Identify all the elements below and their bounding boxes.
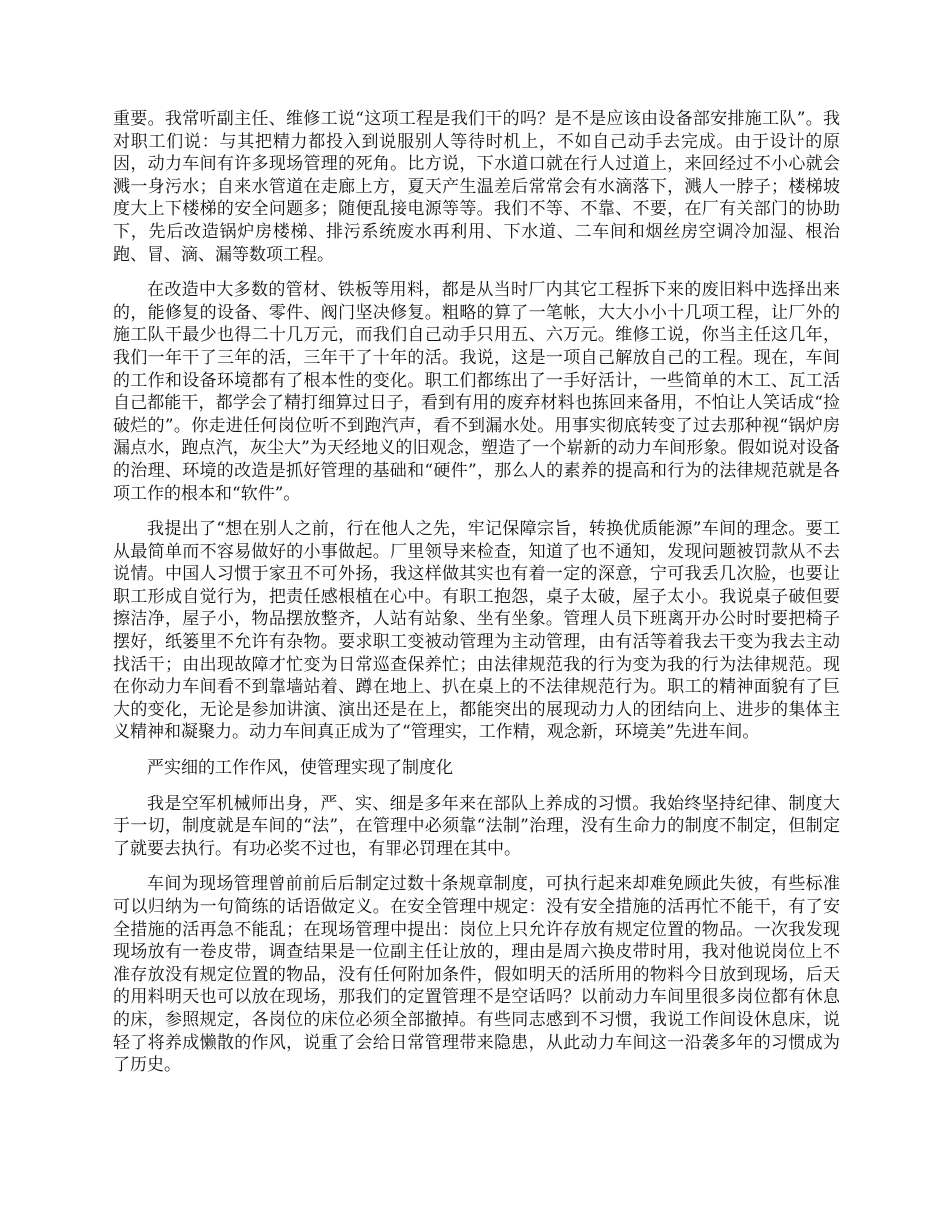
paragraph-continued: 重要。我常听副主任、维修工说“这项工程是我们干的吗？是不是应该由设备部安排施工队”。我对职工们说：与其把精力都投入到说服别人等待时机上，不如自己动手去完成。由于设计的原因，动力车间有许多现场管理的死角。比方说，下水道口就在行人过道上，来回经过不小心就会溅一身污水；自来水管道在走廊上方，夏天产生温差后常常会有水滴落下，溅人一脖子；楼梯坡度大上下楼梯的安全问题多；随便乱接电源等等。我们不等、不靠、不要，在厂有关部门的协助下，先后改造锅炉房楼梯、排污系统废水再利用、下水道、二车间和烟丝房空调冷加湿、根治跑、冒、滴、漏等数项工程。	[113, 109, 840, 265]
paragraph: 车间为现场管理曾前前后后制定过数十条规章制度，可执行起来却难免顾此失彼，有些标准可以归纳为一句简练的话语做定义。在安全管理中规定：没有安全措施的活再忙不能干，有了安全措施的活再急不能乱；在现场管理中提出：岗位上只允许存放有规定位置的物品。一次我发现现场放有一卷皮带，调查结果是一位副主任让放的，理由是周六换皮带时用，我对他说岗位上不准存放没有规定位置的物品，没有任何附加条件，假如明天的活所用的物料今日放到现场，后天的用料明天也可以放在现场，那我们的定置管理不是空话吗？以前动力车间里很多岗位都有休息的床，参照规定，各岗位的床位必须全部撤掉。有些同志感到不习惯，我说工作间设休息床，说轻了将养成懒散的作风，说重了会给日常管理带来隐患，从此动力车间这一沿袭多年的习惯成为了历史。	[113, 874, 840, 1076]
document-body	[113, 108, 840, 1090]
paragraph: 在改造中大多数的管材、铁板等用料，都是从当时厂内其它工程拆下来的废旧料中选择出来的，能修复的设备、零件、阀门坚决修复。粗略的算了一笔帐，大大小小十几项工程，让厂外的施工队干最少也得二十几万元，而我们自己动手只用五、六万元。维修工说，你当主任这几年，我们一年干了三年的活，三年干了十年的活。我说，这是一项自己解放自己的工程。现在，车间的工作和设备环境都有了根本性的变化。职工们都练出了一手好活计，一些简单的木工、瓦工活自己都能干，都学会了精打细算过日子，看到有用的废弃材料也拣回来备用，不怕让人笑话成“捡破烂的”。你走进任何岗位听不到跑汽声，看不到漏水处。用事实彻底转变了过去那种视“锅炉房漏点水，跑点汽，灰尘大”为天经地义的旧观念，塑造了一个崭新的动力车间形象。假如说对设备的治理、环境的改造是抓好管理的基础和“硬件”，那么人的素养的提高和行为的法律规范就是各项工作的根本和“软件”。	[113, 280, 840, 504]
section-heading: 严实细的工作作风，使管理实现了制度化	[147, 758, 453, 779]
paragraph: 我提出了“想在别人之前，行在他人之先，牢记保障宗旨，转换优质能源”车间的理念。要工从最简单而不容易做好的小事做起。厂里领导来检查，知道了也不通知，发现问题被罚款从不去说情。中国人习惯于家丑不可外扬，我这样做其实也有着一定的深意，宁可我丢几次脸，也要让职工形成自觉行为，把责任感根植在心中。有职工抱怨，桌子太破，屋子太小。我说桌子破但要擦洁净，屋子小，物品摆放整齐，人站有站象、坐有坐象。管理人员下班离开办公时时要把椅子摆好，纸篓里不允许有杂物。要求职工变被动管理为主动管理，由有活等着我去干变为我去主动找活干；由出现故障才忙变为日常巡查保养忙；由法律规范我的行为变为我的行为法律规范。现在你动力车间看不到靠墙站着、蹲在地上、扒在桌上的不法律规范行为。职工的精神面貌有了巨大的变化，无论是参加讲演、演出还是在上，都能突出的展现动力人的团结向上、进步的集体主义精神和凝聚力。动力车间真正成为了“管理实，工作精，观念新，环境美”先进车间。	[113, 519, 840, 743]
paragraph: 我是空军机械师出身，严、实、细是多年来在部队上养成的习惯。我始终坚持纪律、制度大于一切，制度就是车间的“法”，在管理中必须靠“法制”治理，没有生命力的制度不制定，但制定了就要去执行。有功必奖不过也，有罪必罚理在其中。	[113, 793, 840, 859]
